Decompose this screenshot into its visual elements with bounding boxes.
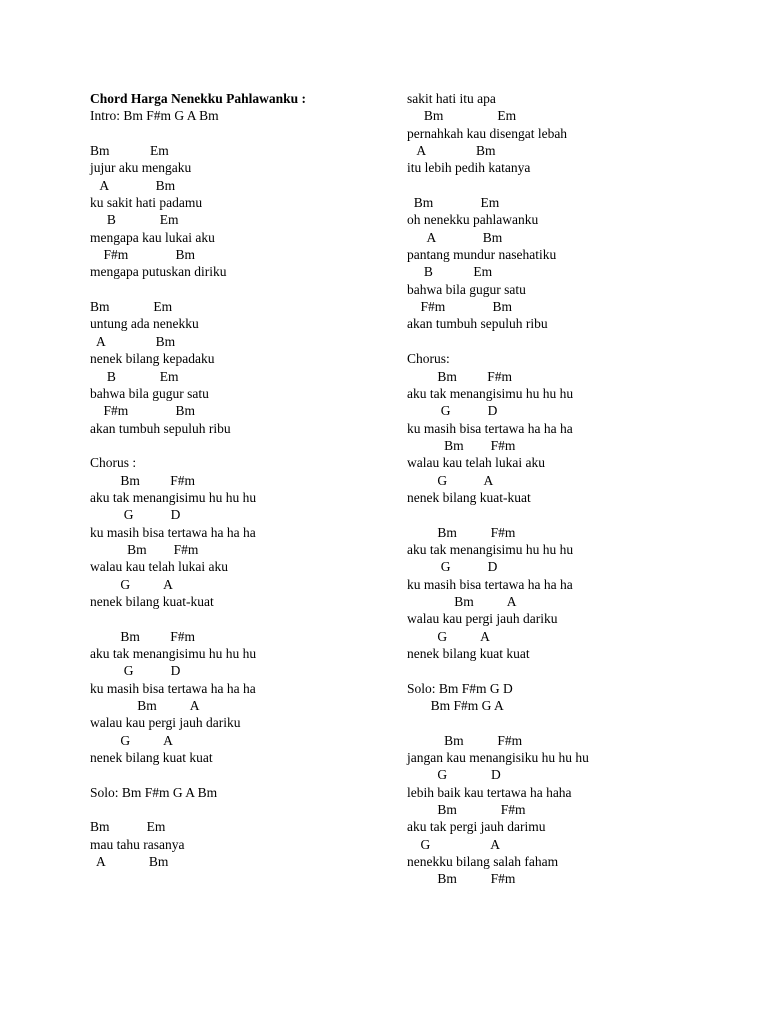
- lyric-line: G D: [407, 767, 501, 783]
- lyric-line: A Bm: [90, 854, 169, 870]
- lyric-line: mengapa putuskan diriku: [90, 264, 227, 280]
- lyric-line: B Em: [90, 212, 179, 228]
- lyric-line: Bm Em: [90, 299, 173, 315]
- lyric-line: B Em: [90, 368, 179, 384]
- lyric-line: G A: [90, 576, 173, 592]
- lyric-line: F#m Bm: [90, 247, 196, 263]
- lyric-line: bahwa bila gugur satu: [90, 385, 209, 401]
- lyric-line: [407, 714, 737, 731]
- lyric-line: [407, 662, 737, 679]
- lyric-line: G D: [90, 663, 181, 679]
- lyric-line: [90, 125, 390, 142]
- lyric-line: nenek bilang kuat kuat: [407, 646, 530, 661]
- lyric-line: Bm F#m: [90, 628, 196, 644]
- lyric-line: Chorus:: [407, 351, 450, 367]
- lyric-line: jujur aku mengaku: [90, 160, 192, 176]
- lyric-line: Chorus :: [90, 455, 137, 471]
- lyric-line: Bm A: [90, 698, 200, 714]
- lyric-line: nenek bilang kepadaku: [90, 351, 215, 367]
- lyric-line: walau kau telah lukai aku: [407, 455, 545, 471]
- lyric-line: Bm Em: [407, 195, 500, 211]
- lyric-line: Bm A: [407, 593, 517, 609]
- lyric-line: Intro: Bm F#m G A Bm: [90, 108, 219, 124]
- lyric-line: [90, 610, 390, 627]
- lyric-line: Bm F#m: [407, 802, 526, 818]
- lyric-line: jangan kau menangisiku hu hu hu: [407, 750, 589, 766]
- lyric-line: aku tak menangisimu hu hu hu: [90, 646, 257, 661]
- lyric-line: nenek bilang kuat-kuat: [90, 593, 214, 609]
- lyric-line: akan tumbuh sepuluh ribu: [90, 420, 231, 436]
- lyric-line: nenek bilang kuat-kuat: [407, 489, 531, 505]
- lyric-line: aku tak menangisimu hu hu hu: [407, 541, 574, 557]
- lyric-line: walau kau pergi jauh dariku: [407, 611, 558, 627]
- lyric-line: Bm F#m: [407, 524, 516, 540]
- lyric-line: pantang mundur nasehatiku: [407, 247, 557, 263]
- lyric-line: G D: [407, 559, 498, 575]
- lyric-line: mau tahu rasanya: [90, 836, 185, 852]
- lyric-line: aku tak menangisimu hu hu hu: [90, 489, 257, 505]
- lyric-line: Bm F#m: [407, 871, 516, 887]
- lyric-line: Bm F#m: [90, 472, 196, 488]
- lyric-line: nenekku bilang salah faham: [407, 854, 559, 870]
- lyric-line: Bm F#m G A: [407, 698, 504, 714]
- lyric-line: [407, 333, 737, 350]
- lyric-line: ku masih bisa tertawa ha ha ha: [407, 420, 573, 436]
- lyric-line: Bm Em: [90, 143, 169, 159]
- lyric-line: G A: [90, 732, 173, 748]
- lyric-line: G A: [407, 836, 501, 852]
- lyric-line: G A: [407, 472, 494, 488]
- lyric-line: pernahkah kau disengat lebah: [407, 125, 568, 141]
- lyric-line: Solo: Bm F#m G D: [407, 680, 513, 696]
- lyric-line: [407, 506, 737, 523]
- lyric-line: untung ada nenekku: [90, 316, 199, 332]
- left-column: [90, 90, 390, 870]
- lyric-line: A Bm: [90, 333, 176, 349]
- lyric-line: ku sakit hati padamu: [90, 195, 203, 211]
- lyric-line: aku tak menangisimu hu hu hu: [407, 385, 574, 401]
- lyric-line: ku masih bisa tertawa ha ha ha: [407, 576, 573, 592]
- lyric-line: Bm F#m: [407, 437, 516, 453]
- lyric-line: Bm F#m: [90, 541, 199, 557]
- lyric-line: ku masih bisa tertawa ha ha ha: [90, 680, 256, 696]
- lyric-line: aku tak pergi jauh darimu: [407, 819, 546, 835]
- lyric-line: Solo: Bm F#m G A Bm: [90, 784, 218, 800]
- right-column: [407, 90, 737, 888]
- lyric-line: Bm Em: [90, 819, 166, 835]
- lyric-line: bahwa bila gugur satu: [407, 281, 526, 297]
- lyric-line: Bm Em: [407, 108, 517, 124]
- lyric-line: [90, 437, 390, 454]
- lyric-line: [90, 766, 390, 783]
- lyric-line: walau kau telah lukai aku: [90, 559, 228, 575]
- lyric-line: G D: [407, 403, 498, 419]
- lyric-line: akan tumbuh sepuluh ribu: [407, 316, 548, 332]
- lyric-line: [90, 801, 390, 818]
- lyric-line: ku masih bisa tertawa ha ha ha: [90, 524, 256, 540]
- lyric-line: Bm F#m: [407, 732, 523, 748]
- lyric-line: F#m Bm: [90, 403, 196, 419]
- lyric-line: B Em: [407, 264, 493, 280]
- lyric-line: G A: [407, 628, 490, 644]
- lyric-line: [407, 177, 737, 194]
- lyric-line: F#m Bm: [407, 299, 513, 315]
- lyric-line: G D: [90, 507, 181, 523]
- lyric-line: Bm F#m: [407, 368, 513, 384]
- lyric-line: mengapa kau lukai aku: [90, 229, 215, 245]
- lyric-line: A Bm: [407, 229, 503, 245]
- lyric-line: oh nenekku pahlawanku: [407, 212, 539, 228]
- lyric-line: lebih baik kau tertawa ha haha: [407, 784, 572, 800]
- lyric-line: walau kau pergi jauh dariku: [90, 715, 241, 731]
- lyric-line: [90, 281, 390, 298]
- lyric-line: nenek bilang kuat kuat: [90, 750, 213, 766]
- lyric-line: sakit hati itu apa: [407, 91, 496, 106]
- lyric-line: itu lebih pedih katanya: [407, 160, 531, 176]
- lyric-line: A Bm: [90, 177, 176, 193]
- song-title: Chord Harga Nenekku Pahlawanku :: [90, 91, 307, 106]
- lyric-line: A Bm: [407, 143, 496, 159]
